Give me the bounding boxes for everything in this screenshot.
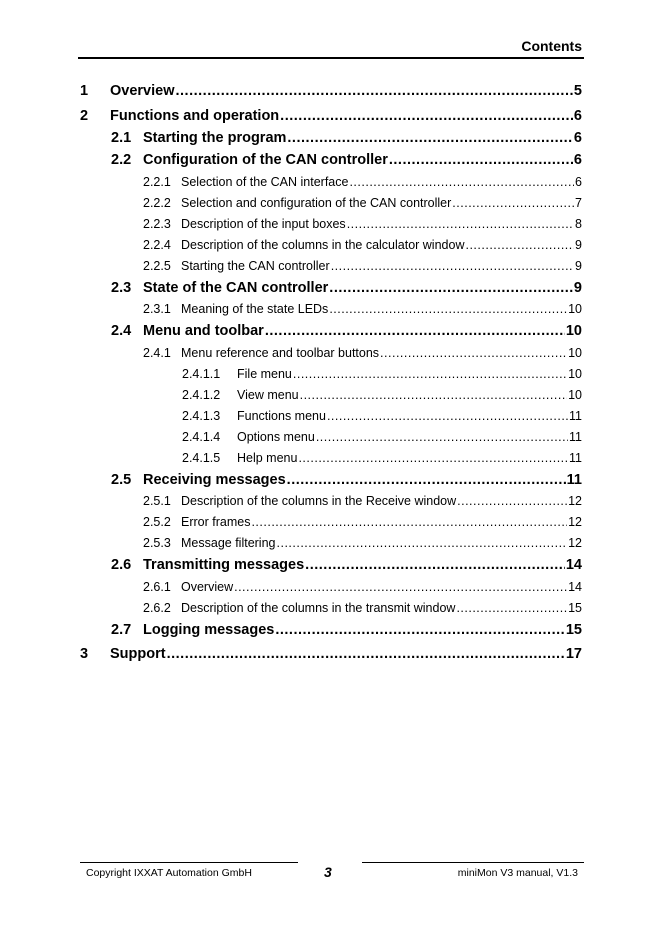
toc-number: 2.3.1 [143, 302, 171, 316]
toc-entry[interactable] [182, 367, 582, 381]
toc-number: 2.2.3 [143, 217, 171, 231]
footer-copyright: Copyright IXXAT Automation GmbH [86, 867, 252, 879]
dot-leader [251, 515, 567, 529]
toc-entry[interactable] [182, 388, 582, 402]
footer-manual-version: miniMon V3 manual, V1.3 [457, 867, 578, 879]
toc-entry[interactable] [143, 494, 582, 508]
dot-leader [287, 130, 573, 146]
toc-title: Error frames [181, 515, 251, 529]
toc-number: 2.6 [111, 557, 132, 573]
toc-entry[interactable] [143, 175, 582, 189]
toc-number: 2.5.2 [143, 515, 171, 529]
toc-title: Help menu [237, 451, 298, 465]
dot-leader [275, 622, 565, 638]
dot-leader [349, 175, 574, 189]
dot-leader [280, 108, 573, 124]
toc-entry[interactable] [111, 280, 582, 296]
dot-leader [347, 217, 574, 231]
toc-number: 3 [80, 646, 89, 662]
footer-divider-left [80, 862, 298, 863]
toc-page: 10 [565, 323, 582, 339]
dot-leader [316, 430, 568, 444]
toc-number: 2.5.1 [143, 494, 171, 508]
toc-page: 9 [573, 280, 582, 296]
footer-divider-right [362, 862, 584, 863]
dot-leader [265, 323, 565, 339]
toc-title: Options menu [237, 430, 315, 444]
dot-leader [452, 196, 574, 210]
toc-number: 2.5 [111, 472, 132, 488]
toc-entry[interactable] [182, 430, 582, 444]
page-header-title: Contents [521, 38, 582, 54]
dot-leader [234, 580, 567, 594]
toc-number: 2.3 [111, 280, 132, 296]
toc-number: 2.1 [111, 130, 132, 146]
toc-entry[interactable] [80, 83, 582, 99]
toc-page: 14 [565, 557, 582, 573]
toc-number: 2.2.1 [143, 175, 171, 189]
dot-leader [287, 472, 566, 488]
toc-entry[interactable] [111, 472, 582, 488]
toc-entry[interactable] [143, 536, 582, 550]
toc-page: 12 [568, 494, 582, 508]
toc-number: 2.4.1.2 [182, 388, 221, 402]
toc-entry[interactable] [111, 557, 582, 573]
toc-title: Menu and toolbar [143, 323, 264, 339]
toc-number: 2.2 [111, 152, 132, 168]
toc-number: 1 [80, 83, 89, 99]
dot-leader [457, 494, 567, 508]
toc-page: 8 [575, 217, 582, 231]
toc-entry[interactable] [143, 217, 582, 231]
toc-number: 2.7 [111, 622, 132, 638]
toc-page: 12 [568, 536, 582, 550]
toc-entry[interactable] [143, 238, 582, 252]
toc-entry[interactable] [182, 409, 582, 423]
toc-title: Description of the columns in the transmit window [181, 601, 456, 615]
toc-title: Menu reference and toolbar buttons [181, 346, 380, 360]
toc-entry[interactable] [111, 622, 582, 638]
dot-leader [331, 259, 574, 273]
toc-page: 6 [575, 175, 582, 189]
toc-number: 2 [80, 108, 89, 124]
toc-page: 9 [575, 238, 582, 252]
toc-title: Description of the columns in the calculator window [181, 238, 465, 252]
toc-title: State of the CAN controller [143, 280, 329, 296]
toc-page: 14 [568, 580, 582, 594]
toc-number: 2.6.2 [143, 601, 171, 615]
toc-entry[interactable] [143, 580, 582, 594]
toc-title: View menu [237, 388, 299, 402]
toc-title: Functions and operation [110, 108, 280, 124]
dot-leader [380, 346, 567, 360]
toc-title: Overview [181, 580, 234, 594]
dot-leader [298, 451, 568, 465]
toc-page: 10 [568, 367, 582, 381]
toc-title: Selection of the CAN interface [181, 175, 349, 189]
toc-entry[interactable] [143, 601, 582, 615]
toc-title: Transmitting messages [143, 557, 305, 573]
toc-page: 10 [568, 302, 582, 316]
dot-leader [329, 280, 573, 296]
toc-entry[interactable] [143, 302, 582, 316]
toc-number: 2.2.2 [143, 196, 171, 210]
toc-number: 2.4.1.5 [182, 451, 221, 465]
toc-title: File menu [237, 367, 292, 381]
toc-title: Description of the columns in the Receive window [181, 494, 457, 508]
toc-title: Starting the CAN controller [181, 259, 330, 273]
dot-leader [465, 238, 574, 252]
toc-title: Configuration of the CAN controller [143, 152, 388, 168]
toc-entry[interactable] [143, 259, 582, 273]
toc-number: 2.2.4 [143, 238, 171, 252]
toc-page: 11 [569, 430, 582, 444]
toc-page: 15 [568, 601, 582, 615]
toc-title: Selection and configuration of the CAN controller [181, 196, 452, 210]
toc-number: 2.4.1.4 [182, 430, 221, 444]
dot-leader [293, 367, 567, 381]
toc-entry[interactable] [143, 515, 582, 529]
toc-number: 2.4.1.1 [182, 367, 221, 381]
toc-entry[interactable] [111, 152, 582, 168]
dot-leader [329, 302, 567, 316]
toc-entry[interactable] [111, 130, 582, 146]
dot-leader [167, 646, 565, 662]
toc-page: 9 [575, 259, 582, 273]
dot-leader [305, 557, 565, 573]
toc-number: 2.4.1 [143, 346, 171, 360]
dot-leader [456, 601, 567, 615]
toc-page: 11 [569, 409, 582, 423]
toc-number: 2.4 [111, 323, 132, 339]
dot-leader [389, 152, 573, 168]
toc-title: Overview [110, 83, 175, 99]
toc-title: Meaning of the state LEDs [181, 302, 329, 316]
toc-page: 11 [566, 472, 582, 488]
toc-page: 17 [565, 646, 582, 662]
toc-title: Functions menu [237, 409, 326, 423]
toc-page: 12 [568, 515, 582, 529]
toc-entry[interactable] [143, 346, 582, 360]
toc-number: 2.2.5 [143, 259, 171, 273]
toc-title: Starting the program [143, 130, 287, 146]
header-divider [78, 57, 584, 59]
toc-title: Receiving messages [143, 472, 286, 488]
toc-page: 6 [573, 152, 582, 168]
toc-number: 2.5.3 [143, 536, 171, 550]
footer-page-number: 3 [324, 864, 332, 880]
toc-entry[interactable] [111, 323, 582, 339]
toc-title: Description of the input boxes [181, 217, 346, 231]
dot-leader [300, 388, 567, 402]
toc-page: 10 [568, 388, 582, 402]
toc-entry[interactable] [80, 108, 582, 124]
dot-leader [176, 83, 573, 99]
toc-page: 6 [573, 130, 582, 146]
toc-title: Message filtering [181, 536, 276, 550]
toc-title: Support [110, 646, 166, 662]
toc-entry[interactable] [182, 451, 582, 465]
toc-page: 5 [573, 83, 582, 99]
toc-page: 10 [568, 346, 582, 360]
dot-leader [327, 409, 568, 423]
toc-number: 2.6.1 [143, 580, 171, 594]
toc-number: 2.4.1.3 [182, 409, 221, 423]
toc-page: 11 [569, 451, 582, 465]
dot-leader [277, 536, 568, 550]
toc-page: 7 [575, 196, 582, 210]
toc-page: 15 [565, 622, 582, 638]
toc-page: 6 [573, 108, 582, 124]
toc-title: Logging messages [143, 622, 275, 638]
toc-entry[interactable] [80, 646, 582, 662]
toc-entry[interactable] [143, 196, 582, 210]
